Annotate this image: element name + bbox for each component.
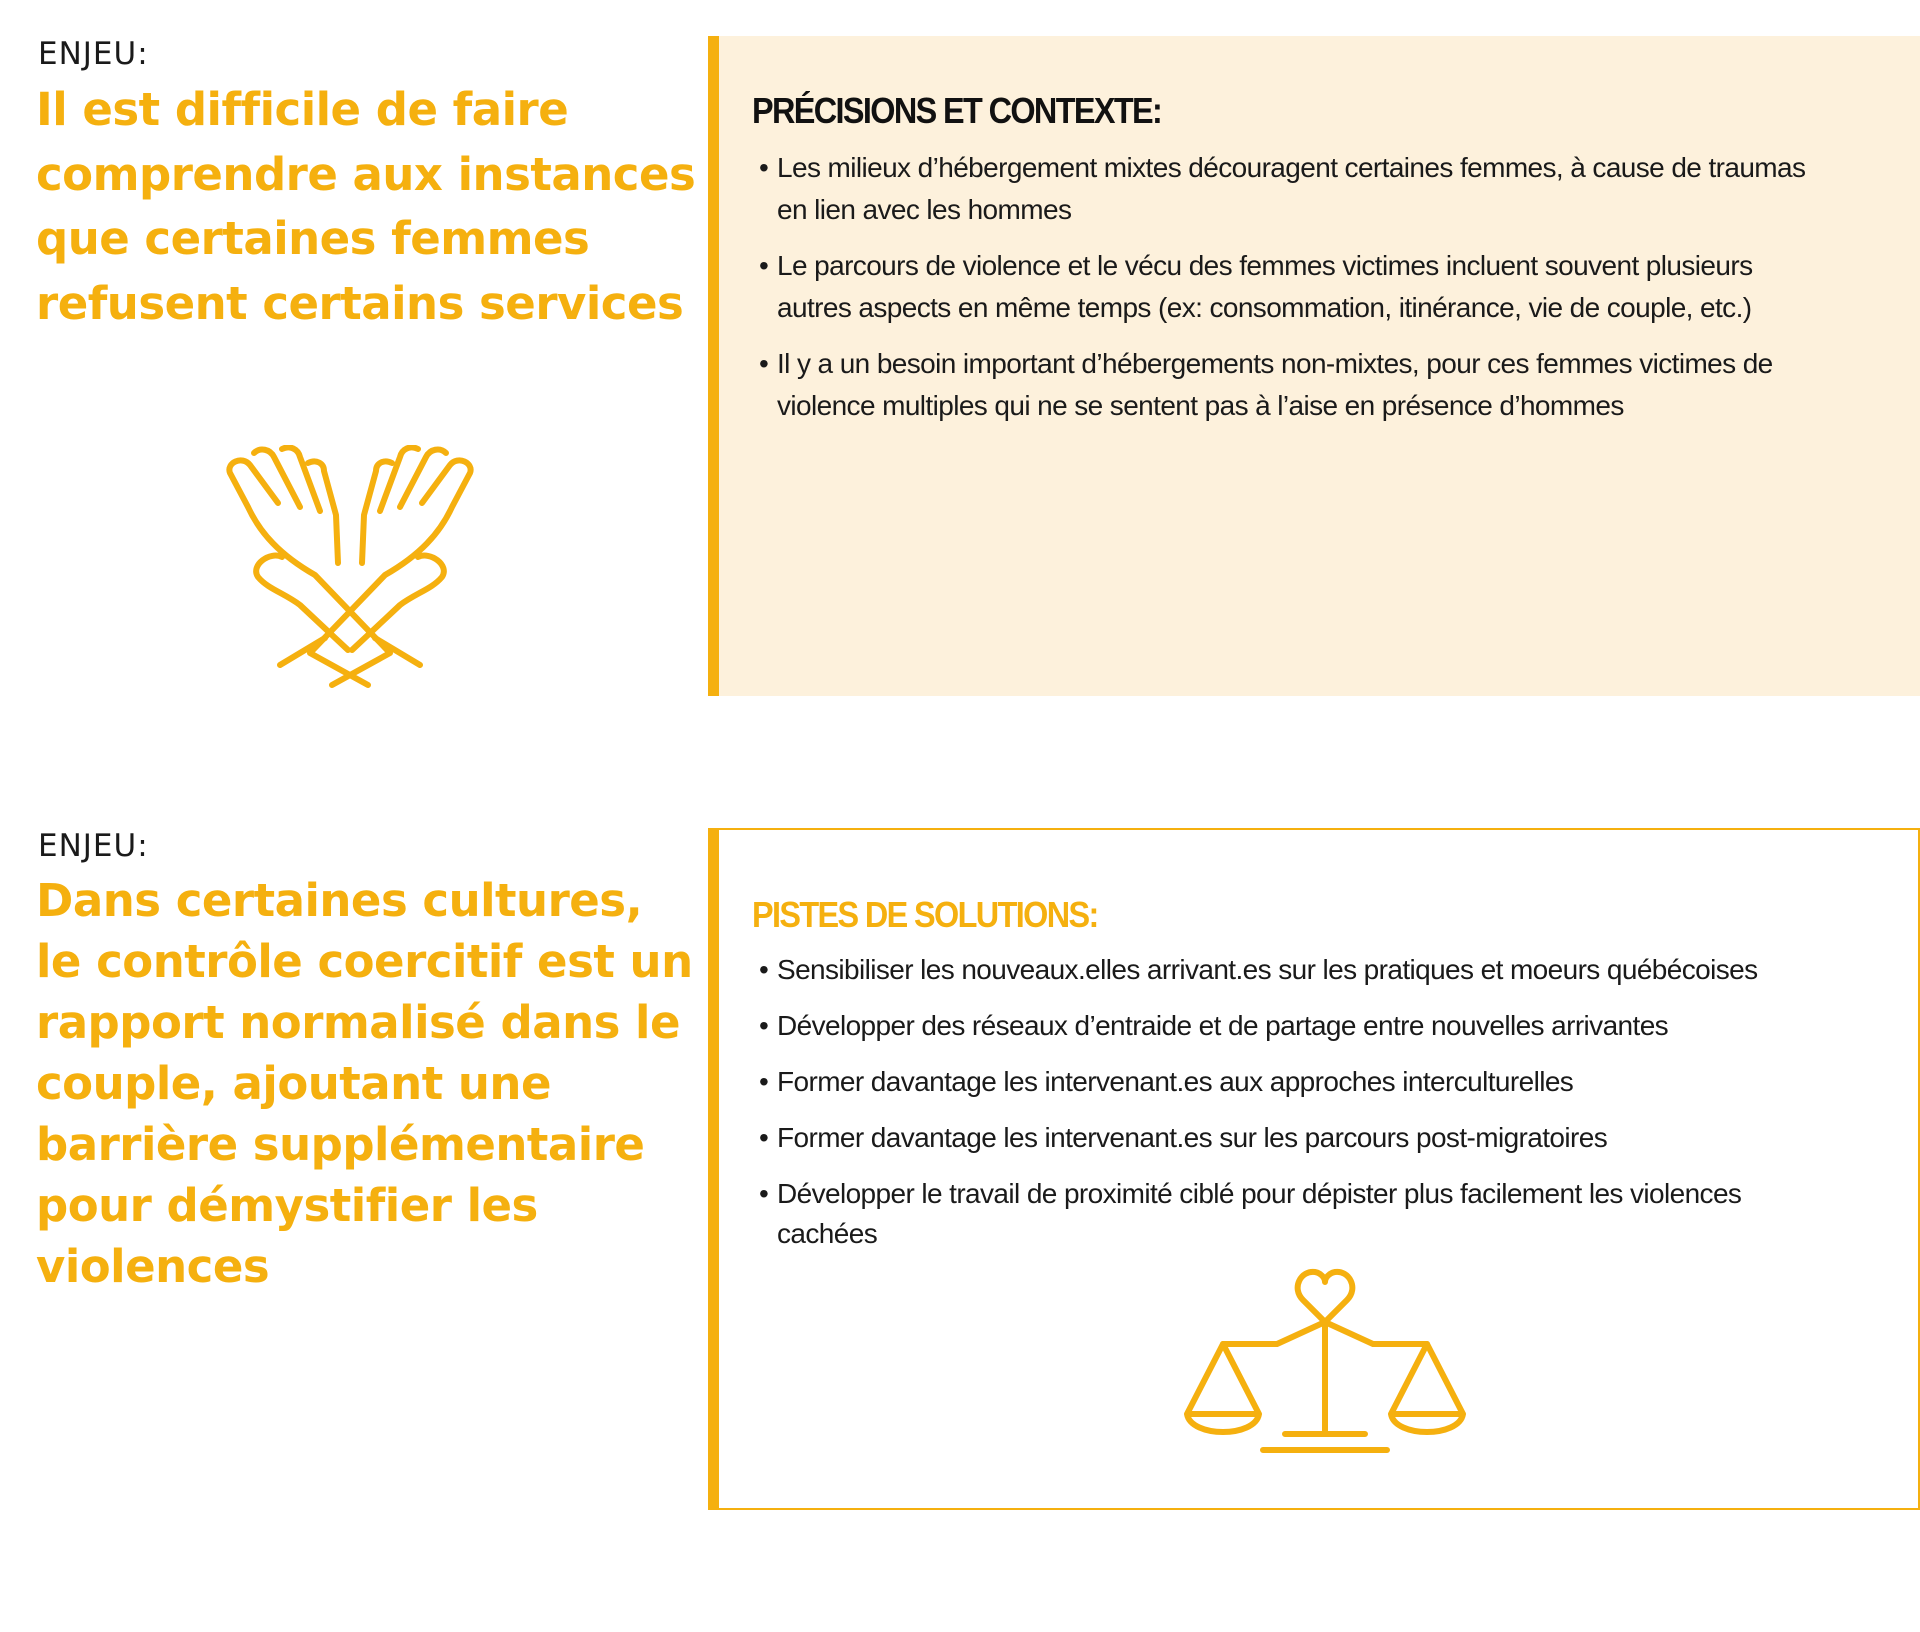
enjeu-label-2: ENJEU: [38, 828, 149, 864]
list-item: • Développer des réseaux d’entraide et de partage entre nouvelles arrivantes [759, 1006, 1839, 1046]
enjeu-title-2: Dans certaines cultures, le contrôle coercitif est un rapport normalisé dans le couple, ajoutant une barrière supplémentaire pour démystifier les violences [36, 874, 693, 1293]
context-list [759, 147, 1829, 441]
enjeu-title-1: Il est difficile de faire comprendre aux instances que certaines femmes refusent certains services [36, 83, 696, 330]
list-item: • Sensibiliser les nouveaux.elles arrivant.es sur les pratiques et moeurs québécoises [759, 950, 1839, 990]
list-item: • Former davantage les intervenant.es sur les parcours post-migratoires [759, 1118, 1839, 1158]
solutions-list [759, 950, 1839, 1270]
context-panel [708, 36, 1920, 696]
crossed-hands-icon [220, 445, 480, 690]
list-item: • Les milieux d’hébergement mixtes découragent certaines femmes, à cause de traumas en lien avec les hommes [759, 147, 1829, 231]
list-item: • Il y a un besoin important d’hébergements non-mixtes, pour ces femmes victimes de violence multiples qui ne se sentent pas à l’aise en présence d’hommes [759, 343, 1829, 427]
list-item: • Le parcours de violence et le vécu des femmes victimes incluent souvent plusieurs autres aspects en même temps (ex: consommation, itinérance, vie de couple, etc.) [759, 245, 1829, 329]
solutions-panel [708, 828, 1920, 1510]
solutions-heading: PISTES DE SOLUTIONS: [752, 894, 1098, 935]
heart-scale-icon [1175, 1260, 1475, 1465]
enjeu-label-1: ENJEU: [38, 36, 149, 72]
list-item: • Développer le travail de proximité ciblé pour dépister plus facilement les violences cachées [759, 1174, 1839, 1254]
list-item: • Former davantage les intervenant.es aux approches interculturelles [759, 1062, 1839, 1102]
context-heading: PRÉCISIONS ET CONTEXTE: [752, 90, 1162, 131]
